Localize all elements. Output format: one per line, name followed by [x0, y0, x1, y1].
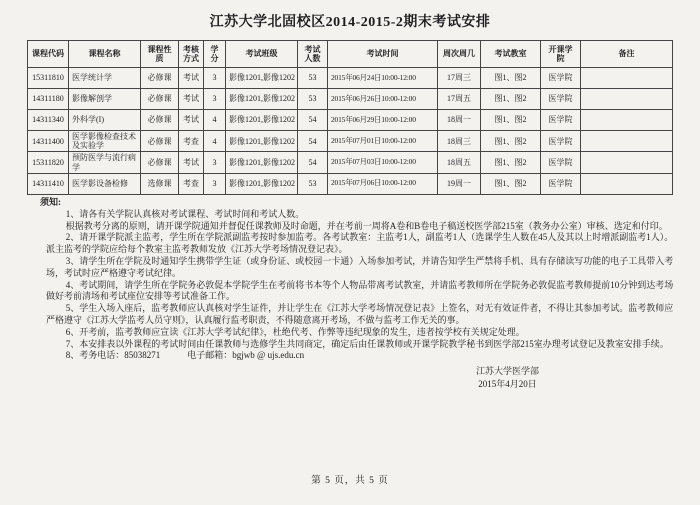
- table-cell: 医学统计学: [69, 68, 141, 89]
- column-header: 考核方式: [179, 41, 204, 68]
- table-cell: 53: [298, 89, 328, 110]
- table-cell: 医学影像检查技术及实验学: [69, 131, 141, 152]
- table-cell: 考查: [179, 131, 204, 152]
- table-cell: 选修课: [141, 173, 179, 194]
- table-cell: 医学院: [541, 131, 581, 152]
- column-header: 课程性质: [141, 41, 179, 68]
- note-item: 7、本安排表以外课程的考试时间由任课教师与选修学生共同商定，确定后由任课教师或开课学院教学秘书到医学部215室办理考试登记及教室安排手续。: [65, 338, 669, 349]
- note-item: 4、考试期间，请学生所在学院务必敦促本学院学生在考前将书本等个人物品带离考试教室，并请监考教师所在学院务必敦促监考教师提前10分钟到达考场做好考前清场和考试座位安排等考试准备工作。: [46, 279, 674, 302]
- table-cell: 53: [298, 68, 328, 89]
- table-cell: 影像1201,影像1202: [226, 152, 298, 173]
- table-cell: 54: [298, 110, 328, 131]
- note-item: 3、请学生所在学院及时通知学生携带学生证（或身份证、或校园一卡通）入场参加考试，并请告知学生严禁将手机、具有存储读写功能的电子工具带入考场，考试时应严格遵守考试纪律。: [46, 255, 674, 278]
- table-cell: 17周三: [438, 68, 481, 89]
- notes-list: [40, 209, 674, 362]
- table-cell: 预防医学与流行病学: [69, 152, 141, 173]
- table-cell: [581, 89, 673, 110]
- column-header: 考试人数: [298, 41, 328, 68]
- table-cell: 14311410: [28, 173, 69, 194]
- table-row: [28, 68, 673, 89]
- column-header: 备注: [581, 41, 673, 68]
- table-cell: 53: [298, 173, 328, 194]
- table-cell: 18周三: [438, 131, 481, 152]
- page-title: 江苏大学北固校区2014-2015-2期末考试安排: [209, 15, 491, 30]
- note-item: 5、学生入场入座后，监考教师应认真核对学生证件，并让学生在《江苏大学考场情况登记表》上签名，对无有效证件者，不得让其参加考试。监考教师应严格遵守《江苏大学监考人员守则》，认真履行监考职责，不得随意离开考场，不做与监考工作无关的事。: [46, 303, 674, 325]
- table-cell: 图1、图2: [481, 68, 541, 89]
- table-cell: 医学院: [541, 110, 581, 131]
- table-cell: 54: [298, 152, 328, 173]
- table-cell: 3: [204, 68, 226, 89]
- column-header: 学分: [204, 41, 226, 68]
- table-cell: 外科学(I): [69, 110, 141, 131]
- notes-section: [40, 197, 674, 362]
- note-item: 2、请开课学院派主监考，学生所在学院派副监考按时参加监考。各考试教室：主监考1人，副监考1人（选课学生人数在45人及其以上时增派副监考1人）。派主监考的学院应给每个教室主监考教师发放《江苏大学考场情况登记表》。: [46, 232, 674, 255]
- table-cell: 2015年06月26日10:00-12:00: [328, 89, 438, 110]
- table-row: [28, 110, 673, 131]
- table-cell: 18周一: [438, 110, 481, 131]
- note-item: 根据教考分离的原则，请开课学院通知并督促任课教师及时命题，并在考前一周将A卷和B卷电子稿送校医学部215室（教务办公室）审核、选定和付印。: [65, 220, 668, 231]
- table-body: [28, 68, 673, 195]
- table-header-row: [28, 41, 673, 68]
- table-cell: 14311400: [28, 131, 69, 152]
- table-cell: 3: [204, 89, 226, 110]
- table-cell: 考试: [179, 68, 204, 89]
- table-cell: 图1、图2: [481, 173, 541, 194]
- table-cell: 图1、图2: [481, 131, 541, 152]
- column-header: 课程代码: [28, 41, 69, 68]
- note-item: 8、考务电话：85038271 电子邮箱：bgjwb @ ujs.edu.cn: [65, 350, 305, 361]
- table-cell: 必修课: [141, 89, 179, 110]
- table-cell: 19周一: [438, 173, 481, 194]
- column-header: 考试时间: [328, 41, 438, 68]
- table-cell: 考试: [179, 152, 204, 173]
- table-cell: 4: [204, 110, 226, 131]
- signature-date: 2015年4月20日: [478, 379, 537, 389]
- table-cell: 2015年06月24日10:00-12:00: [328, 68, 438, 89]
- column-header: 课程名称: [69, 41, 141, 68]
- table-cell: 图1、图2: [481, 110, 541, 131]
- table-cell: 18周五: [438, 152, 481, 173]
- table-cell: 考查: [179, 173, 204, 194]
- table-cell: 影像1201,影像1202: [226, 89, 298, 110]
- page-footer: 第 5 页，共 5 页: [311, 476, 389, 486]
- exam-schedule-table: [27, 40, 673, 195]
- signature-org: 江苏大学医学部: [475, 366, 539, 376]
- table-cell: 15311820: [28, 152, 69, 173]
- column-header: 考试班级: [226, 41, 298, 68]
- note-item: 1、请各有关学院认真核对考试课程、考试时间和考试人数。: [65, 208, 305, 219]
- table-cell: [581, 152, 673, 173]
- table-cell: 医学院: [541, 173, 581, 194]
- table-cell: 必修课: [141, 110, 179, 131]
- table-cell: 医学院: [541, 68, 581, 89]
- table-cell: 医学影设备检修: [69, 173, 141, 194]
- table-cell: 54: [298, 131, 328, 152]
- table-cell: 14311340: [28, 110, 69, 131]
- table-cell: 4: [204, 131, 226, 152]
- table-cell: [581, 68, 673, 89]
- column-header: 开课学院: [541, 41, 581, 68]
- table-cell: 医学院: [541, 89, 581, 110]
- table-cell: 影像1201,影像1202: [226, 173, 298, 194]
- table-cell: 必修课: [141, 152, 179, 173]
- table-cell: 2015年07月03日10:00-12:00: [328, 152, 438, 173]
- table-row: [28, 131, 673, 152]
- table-cell: 图1、图2: [481, 152, 541, 173]
- table-cell: [581, 173, 673, 194]
- table-cell: 必修课: [141, 68, 179, 89]
- column-header: 周次周几: [438, 41, 481, 68]
- table-cell: [581, 110, 673, 131]
- table-cell: 2015年06月29日10:00-12:00: [328, 110, 438, 131]
- table-cell: 3: [204, 173, 226, 194]
- table-cell: 考试: [179, 89, 204, 110]
- table-cell: 2015年07月06日10:00-12:00: [328, 173, 438, 194]
- notes-label: 须知:: [40, 197, 61, 207]
- table-cell: [581, 131, 673, 152]
- table-cell: 14311180: [28, 89, 69, 110]
- table-cell: 17周五: [438, 89, 481, 110]
- table-row: [28, 89, 673, 110]
- table-cell: 考试: [179, 110, 204, 131]
- table-row: [28, 173, 673, 194]
- signature-block: [415, 365, 600, 391]
- note-item: 6、开考前，监考教师应宣读《江苏大学考试纪律》，杜绝代考、作弊等违纪现象的发生，违者按学校有关规定处理。: [65, 326, 525, 337]
- table-cell: 图1、图2: [481, 89, 541, 110]
- table-cell: 影像1201,影像1202: [226, 68, 298, 89]
- table-cell: 3: [204, 152, 226, 173]
- table-row: [28, 152, 673, 173]
- table-cell: 15311810: [28, 68, 69, 89]
- table-cell: 医学院: [541, 152, 581, 173]
- table-cell: 影像1201,影像1202: [226, 131, 298, 152]
- table-cell: 影像解剖学: [69, 89, 141, 110]
- table-cell: 影像1201,影像1202: [226, 110, 298, 131]
- column-header: 考试教室: [481, 41, 541, 68]
- table-cell: 必修课: [141, 131, 179, 152]
- table-cell: 2015年07月01日10:00-12:00: [328, 131, 438, 152]
